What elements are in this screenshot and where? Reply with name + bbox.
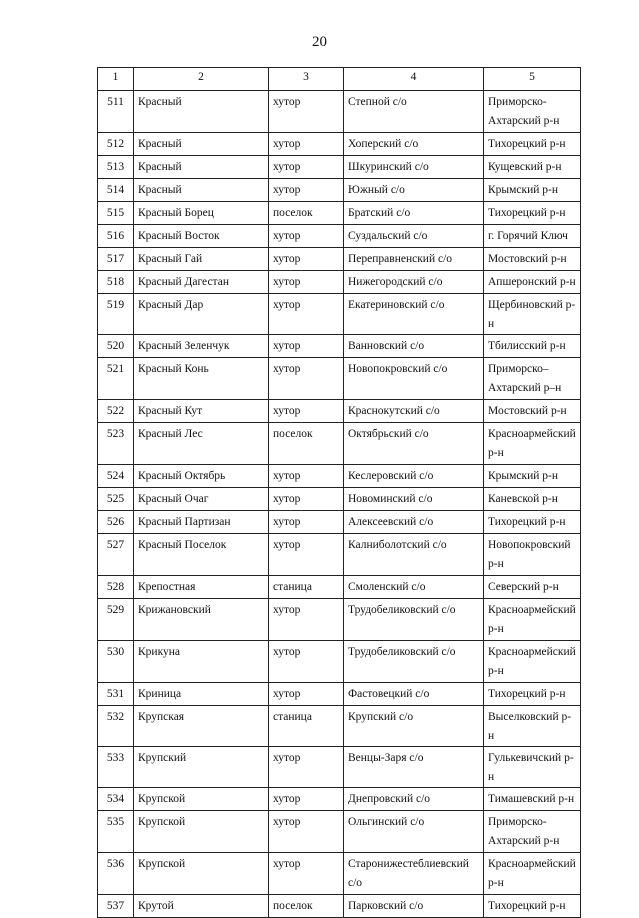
table-row [98, 91, 581, 133]
district-name-cell: Тихорецкий р-н [484, 511, 581, 534]
row-number-cell: 527 [98, 534, 134, 576]
council-name-cell: Новоминский с/о [344, 488, 484, 511]
column-header-district: 5 [484, 68, 581, 91]
district-name-cell: Выселковский р-н [484, 706, 581, 747]
settlement-type-cell: хутор [269, 400, 344, 423]
district-name-cell: Гулькевичский р-н [484, 747, 581, 788]
district-name-cell: Апшеронский р-н [484, 271, 581, 294]
settlement-name-cell: Крупская [134, 706, 269, 747]
row-number-cell: 531 [98, 683, 134, 706]
settlement-type-cell: хутор [269, 271, 344, 294]
row-number-cell: 528 [98, 576, 134, 599]
table-row [98, 895, 581, 918]
row-number-cell: 529 [98, 599, 134, 641]
table-row [98, 465, 581, 488]
settlement-name-cell: Крупской [134, 811, 269, 853]
row-number-cell: 530 [98, 641, 134, 683]
district-name-cell: Красноармейский р-н [484, 423, 581, 465]
row-number-cell: 514 [98, 179, 134, 202]
settlement-name-cell: Красный Борец [134, 202, 269, 225]
column-header-name: 2 [134, 68, 269, 91]
district-name-cell: Приморско-Ахтарский р-н [484, 811, 581, 853]
table-row [98, 179, 581, 202]
table-row [98, 576, 581, 599]
settlement-type-cell: хутор [269, 465, 344, 488]
settlement-type-cell: хутор [269, 683, 344, 706]
district-name-cell: Крымский р-н [484, 465, 581, 488]
district-name-cell: Тихорецкий р-н [484, 895, 581, 918]
district-name-cell: Приморско-Ахтарский р-н [484, 91, 581, 133]
row-number-cell: 522 [98, 400, 134, 423]
table-row [98, 400, 581, 423]
row-number-cell: 534 [98, 788, 134, 811]
settlement-type-cell: хутор [269, 248, 344, 271]
council-name-cell: Хоперский с/о [344, 133, 484, 156]
settlement-type-cell: хутор [269, 133, 344, 156]
settlement-type-cell: хутор [269, 641, 344, 683]
district-name-cell: Приморско–Ахтарский р–н [484, 358, 581, 400]
table-body [98, 91, 581, 918]
council-name-cell: Парковский с/о [344, 895, 484, 918]
settlement-name-cell: Красный Дар [134, 294, 269, 335]
header-row [98, 68, 581, 91]
settlement-type-cell: хутор [269, 488, 344, 511]
council-name-cell: Калниболотский с/о [344, 534, 484, 576]
settlement-name-cell: Крижановский [134, 599, 269, 641]
council-name-cell: Краснокутский с/о [344, 400, 484, 423]
council-name-cell: Трудобеликовский с/о [344, 599, 484, 641]
row-number-cell: 516 [98, 225, 134, 248]
settlement-type-cell: станица [269, 706, 344, 747]
settlement-type-cell: хутор [269, 225, 344, 248]
district-name-cell: Северский р-н [484, 576, 581, 599]
settlement-type-cell: хутор [269, 358, 344, 400]
settlement-type-cell: хутор [269, 179, 344, 202]
settlement-type-cell: хутор [269, 853, 344, 895]
settlement-type-cell: поселок [269, 895, 344, 918]
page-number: 20 [312, 34, 327, 50]
settlement-type-cell: хутор [269, 811, 344, 853]
settlement-name-cell: Криница [134, 683, 269, 706]
settlement-type-cell: хутор [269, 599, 344, 641]
table-row [98, 788, 581, 811]
row-number-cell: 532 [98, 706, 134, 747]
district-name-cell: Тбилисский р-н [484, 335, 581, 358]
council-name-cell: Степной с/о [344, 91, 484, 133]
settlement-name-cell: Крупской [134, 788, 269, 811]
settlement-name-cell: Красный Конь [134, 358, 269, 400]
table-row [98, 683, 581, 706]
district-name-cell: Красноармейский р-н [484, 853, 581, 895]
district-name-cell: Мостовский р-н [484, 248, 581, 271]
settlement-name-cell: Крупской [134, 853, 269, 895]
council-name-cell: Октябрьский с/о [344, 423, 484, 465]
table-row [98, 488, 581, 511]
council-name-cell: Переправненский с/о [344, 248, 484, 271]
settlement-name-cell: Красный [134, 179, 269, 202]
settlement-name-cell: Красный Октябрь [134, 465, 269, 488]
district-name-cell: Кущевский р-н [484, 156, 581, 179]
settlement-name-cell: Красный Кут [134, 400, 269, 423]
council-name-cell: Екатериновский с/о [344, 294, 484, 335]
table-row [98, 811, 581, 853]
council-name-cell: Смоленский с/о [344, 576, 484, 599]
council-name-cell: Ольгинский с/о [344, 811, 484, 853]
row-number-cell: 515 [98, 202, 134, 225]
council-name-cell: Трудобеликовский с/о [344, 641, 484, 683]
table-row [98, 423, 581, 465]
council-name-cell: Суздальский с/о [344, 225, 484, 248]
settlement-type-cell: хутор [269, 534, 344, 576]
table-row [98, 271, 581, 294]
settlement-name-cell: Крутой [134, 895, 269, 918]
row-number-cell: 535 [98, 811, 134, 853]
table-row [98, 599, 581, 641]
settlement-type-cell: хутор [269, 788, 344, 811]
table-row [98, 294, 581, 335]
council-name-cell: Южный с/о [344, 179, 484, 202]
table-row [98, 853, 581, 895]
row-number-cell: 521 [98, 358, 134, 400]
settlement-type-cell: поселок [269, 202, 344, 225]
row-number-cell: 520 [98, 335, 134, 358]
row-number-cell: 525 [98, 488, 134, 511]
council-name-cell: Венцы-Заря с/о [344, 747, 484, 788]
district-name-cell: Новопокровский р-н [484, 534, 581, 576]
council-name-cell: Шкуринский с/о [344, 156, 484, 179]
table-row [98, 202, 581, 225]
settlement-name-cell: Красный Восток [134, 225, 269, 248]
district-name-cell: Тихорецкий р-н [484, 683, 581, 706]
table-row [98, 335, 581, 358]
settlement-type-cell: хутор [269, 511, 344, 534]
settlement-type-cell: хутор [269, 294, 344, 335]
table-row [98, 248, 581, 271]
council-name-cell: Старонижестеблиевский с/о [344, 853, 484, 895]
council-name-cell: Нижегородский с/о [344, 271, 484, 294]
settlement-type-cell: хутор [269, 91, 344, 133]
column-header-type: 3 [269, 68, 344, 91]
settlement-name-cell: Крикуна [134, 641, 269, 683]
district-name-cell: Тихорецкий р-н [484, 133, 581, 156]
row-number-cell: 533 [98, 747, 134, 788]
settlement-type-cell: хутор [269, 335, 344, 358]
district-name-cell: Крымский р-н [484, 179, 581, 202]
table-row [98, 133, 581, 156]
settlement-name-cell: Красный Партизан [134, 511, 269, 534]
district-name-cell: Щербиновский р-н [484, 294, 581, 335]
settlement-name-cell: Красный [134, 156, 269, 179]
district-name-cell: Мостовский р-н [484, 400, 581, 423]
row-number-cell: 523 [98, 423, 134, 465]
row-number-cell: 518 [98, 271, 134, 294]
settlement-name-cell: Красный Дагестан [134, 271, 269, 294]
row-number-cell: 512 [98, 133, 134, 156]
settlement-name-cell: Красный [134, 133, 269, 156]
row-number-cell: 513 [98, 156, 134, 179]
settlement-type-cell: станица [269, 576, 344, 599]
settlement-name-cell: Красный Поселок [134, 534, 269, 576]
table-row [98, 534, 581, 576]
settlement-name-cell: Красный Очаг [134, 488, 269, 511]
council-name-cell: Новопокровский с/о [344, 358, 484, 400]
district-name-cell: Тимашевский р-н [484, 788, 581, 811]
district-name-cell: Красноармейский р-н [484, 599, 581, 641]
settlement-name-cell: Красный Зеленчук [134, 335, 269, 358]
row-number-cell: 524 [98, 465, 134, 488]
council-name-cell: Братский с/о [344, 202, 484, 225]
council-name-cell: Фастовецкий с/о [344, 683, 484, 706]
row-number-cell: 536 [98, 853, 134, 895]
table-row [98, 156, 581, 179]
row-number-cell: 517 [98, 248, 134, 271]
table-row [98, 747, 581, 788]
settlement-name-cell: Красный Гай [134, 248, 269, 271]
settlements-table [97, 67, 581, 918]
row-number-cell: 537 [98, 895, 134, 918]
settlement-type-cell: хутор [269, 747, 344, 788]
settlement-name-cell: Красный [134, 91, 269, 133]
column-header-council: 4 [344, 68, 484, 91]
district-name-cell: г. Горячий Ключ [484, 225, 581, 248]
row-number-cell: 519 [98, 294, 134, 335]
settlement-name-cell: Крепостная [134, 576, 269, 599]
district-name-cell: Красноармейский р-н [484, 641, 581, 683]
row-number-cell: 526 [98, 511, 134, 534]
district-name-cell: Каневской р-н [484, 488, 581, 511]
district-name-cell: Тихорецкий р-н [484, 202, 581, 225]
table-row [98, 225, 581, 248]
council-name-cell: Днепровский с/о [344, 788, 484, 811]
table-row [98, 641, 581, 683]
council-name-cell: Кеслеровский с/о [344, 465, 484, 488]
settlement-name-cell: Красный Лес [134, 423, 269, 465]
settlement-type-cell: хутор [269, 156, 344, 179]
row-number-cell: 511 [98, 91, 134, 133]
column-header-number: 1 [98, 68, 134, 91]
settlement-type-cell: поселок [269, 423, 344, 465]
council-name-cell: Крупский с/о [344, 706, 484, 747]
council-name-cell: Ванновский с/о [344, 335, 484, 358]
table-row [98, 511, 581, 534]
table-row [98, 358, 581, 400]
table-row [98, 706, 581, 747]
council-name-cell: Алексеевский с/о [344, 511, 484, 534]
settlement-name-cell: Крупский [134, 747, 269, 788]
